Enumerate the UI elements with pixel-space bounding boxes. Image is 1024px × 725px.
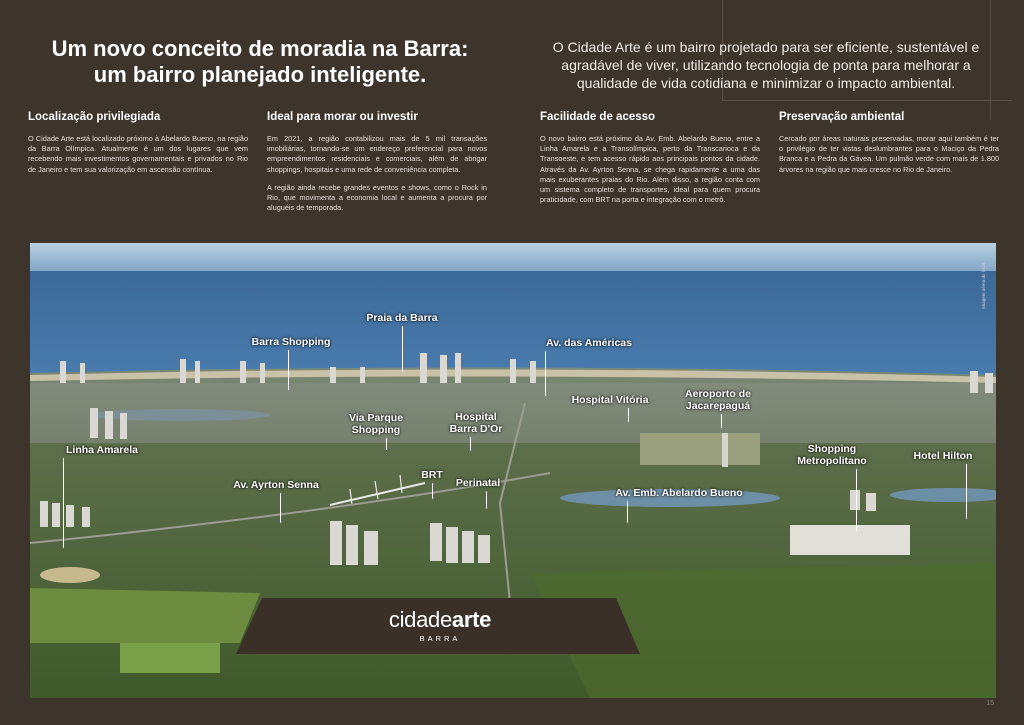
logo-word-bold: arte [451,607,492,632]
label-line: Barra D'Or [449,423,503,435]
logo-wordmark [360,607,520,633]
label-via-parque [349,412,403,436]
airport-runway [722,433,728,467]
label-pin [545,351,546,396]
label-av-abelardo-bueno: Av. Emb. Abelardo Bueno [615,487,743,499]
label-pin [63,458,64,548]
column-paragraph: Em 2021, a região contabilizou mais de 5 mil transações imobiliárias, tornando-se um endereço preferencial para novos empreendimentos residenciais e comerciais, além de abrigar shoppings, hospitais e uma rede de conveniência completa. [267,134,487,174]
column-paragraph: A região ainda recebe grandes eventos e shows, como o Rock in Rio, que movimenta a economia local e aumenta a procura por aluguéis de temporada. [267,182,487,213]
column-title: Facilidade de acesso [540,111,656,123]
label-shopping-metropolitano [797,443,866,467]
label-line: Hospital [455,411,497,423]
label-line: Shopping [351,424,401,436]
logo-subtitle: BARRA [419,634,461,643]
label-av-ayrton-senna: Av. Ayrton Senna [233,479,319,491]
urban-area [30,383,996,443]
label-linha-amarela: Linha Amarela [66,444,138,456]
cidade-arte-logo [360,607,520,643]
label-hospital-barra-dor [450,411,503,435]
column-paragraph: O Cidade Arte está localizado próximo à Abelardo Bueno, na região da Barra Olímpica. Atualmente é um dos lugares que vem recebendo mais investimentos governamentais e privados no Rio de Janeiro e tem sua valorização em ascensão contínua. [28,134,248,174]
column-location [28,111,248,183]
page-headline: Um novo conceito de moradia na Barra: um bairro planejado inteligente. [51,36,469,87]
label-pin [470,437,471,451]
airport-field [640,433,760,465]
label-pin [280,493,281,523]
page-number: 15 [986,700,994,707]
column-paragraph: O novo bairro está próximo da Av. Emb. Abelardo Bueno, entre a Linha Amarela e a Transolímpica, perto da Transcarioca e da Transoeste, e tem acesso rápido aos principais pontos da cidade. Através da Av. Ayrton Senna, se chega rapidamente a uma das mais exuberantes praias do Rio. Além disso, a região conta com um sistema completo de transportes, ideal para quem procura praticidade, com BRT na porta e integração com o metrô. [540,134,760,205]
label-pin [486,491,487,509]
label-line: Via Parque [348,412,404,424]
logo-word-light: cidade [388,607,452,632]
label-pin [386,438,387,450]
column-access [540,111,760,213]
intro-text: O Cidade Arte é um bairro projetado para ser eficiente, sustentável e agradável de viver, utilizando tecnologia de ponta para melhorar a qualidade de vida cotidiana e minimizar o impacto ambiental. [552,39,980,91]
sky [30,243,996,273]
label-pin [402,326,403,372]
label-pin [627,501,628,523]
decorative-line [722,100,1012,101]
label-line: Jacarepaguá [685,400,751,412]
label-line: Metropolitano [797,455,867,467]
column-title: Localização privilegiada [28,111,161,123]
label-hotel-hilton: Hotel Hilton [913,450,973,462]
label-av-americas: Av. das Américas [546,337,632,349]
column-paragraph: Cercado por áreas naturais preservadas, morar aqui também é ter o privilégio de ter vistas deslumbrantes para o Maciço da Pedra Branca e a Pedra da Gávea. Um pulmão verde com mais de 1.800 árvores na região que mais cresce no Rio de Janeiro. [779,134,999,174]
column-title: Ideal para morar ou investir [267,111,418,123]
label-pin [288,350,289,390]
label-line: Shopping [807,443,857,455]
photo-credit: Imagem aérea do local [981,263,986,309]
column-invest [267,111,487,221]
mall-building [790,525,910,555]
label-pin [966,464,967,519]
label-pin [628,408,629,422]
sand-area [40,567,100,583]
label-pin [721,414,722,428]
label-hospital-vitoria: Hospital Vitória [571,394,649,406]
label-pin [856,469,857,531]
label-pin [432,483,433,499]
column-title: Preservação ambiental [779,111,905,123]
label-perinatal: Perinatal [455,477,501,489]
column-environment [779,111,999,183]
label-praia-da-barra: Praia da Barra [366,312,438,324]
label-barra-shopping: Barra Shopping [251,336,331,348]
label-line: Aeroporto de [685,388,751,400]
label-brt: BRT [421,469,443,481]
label-aeroporto [685,388,751,412]
